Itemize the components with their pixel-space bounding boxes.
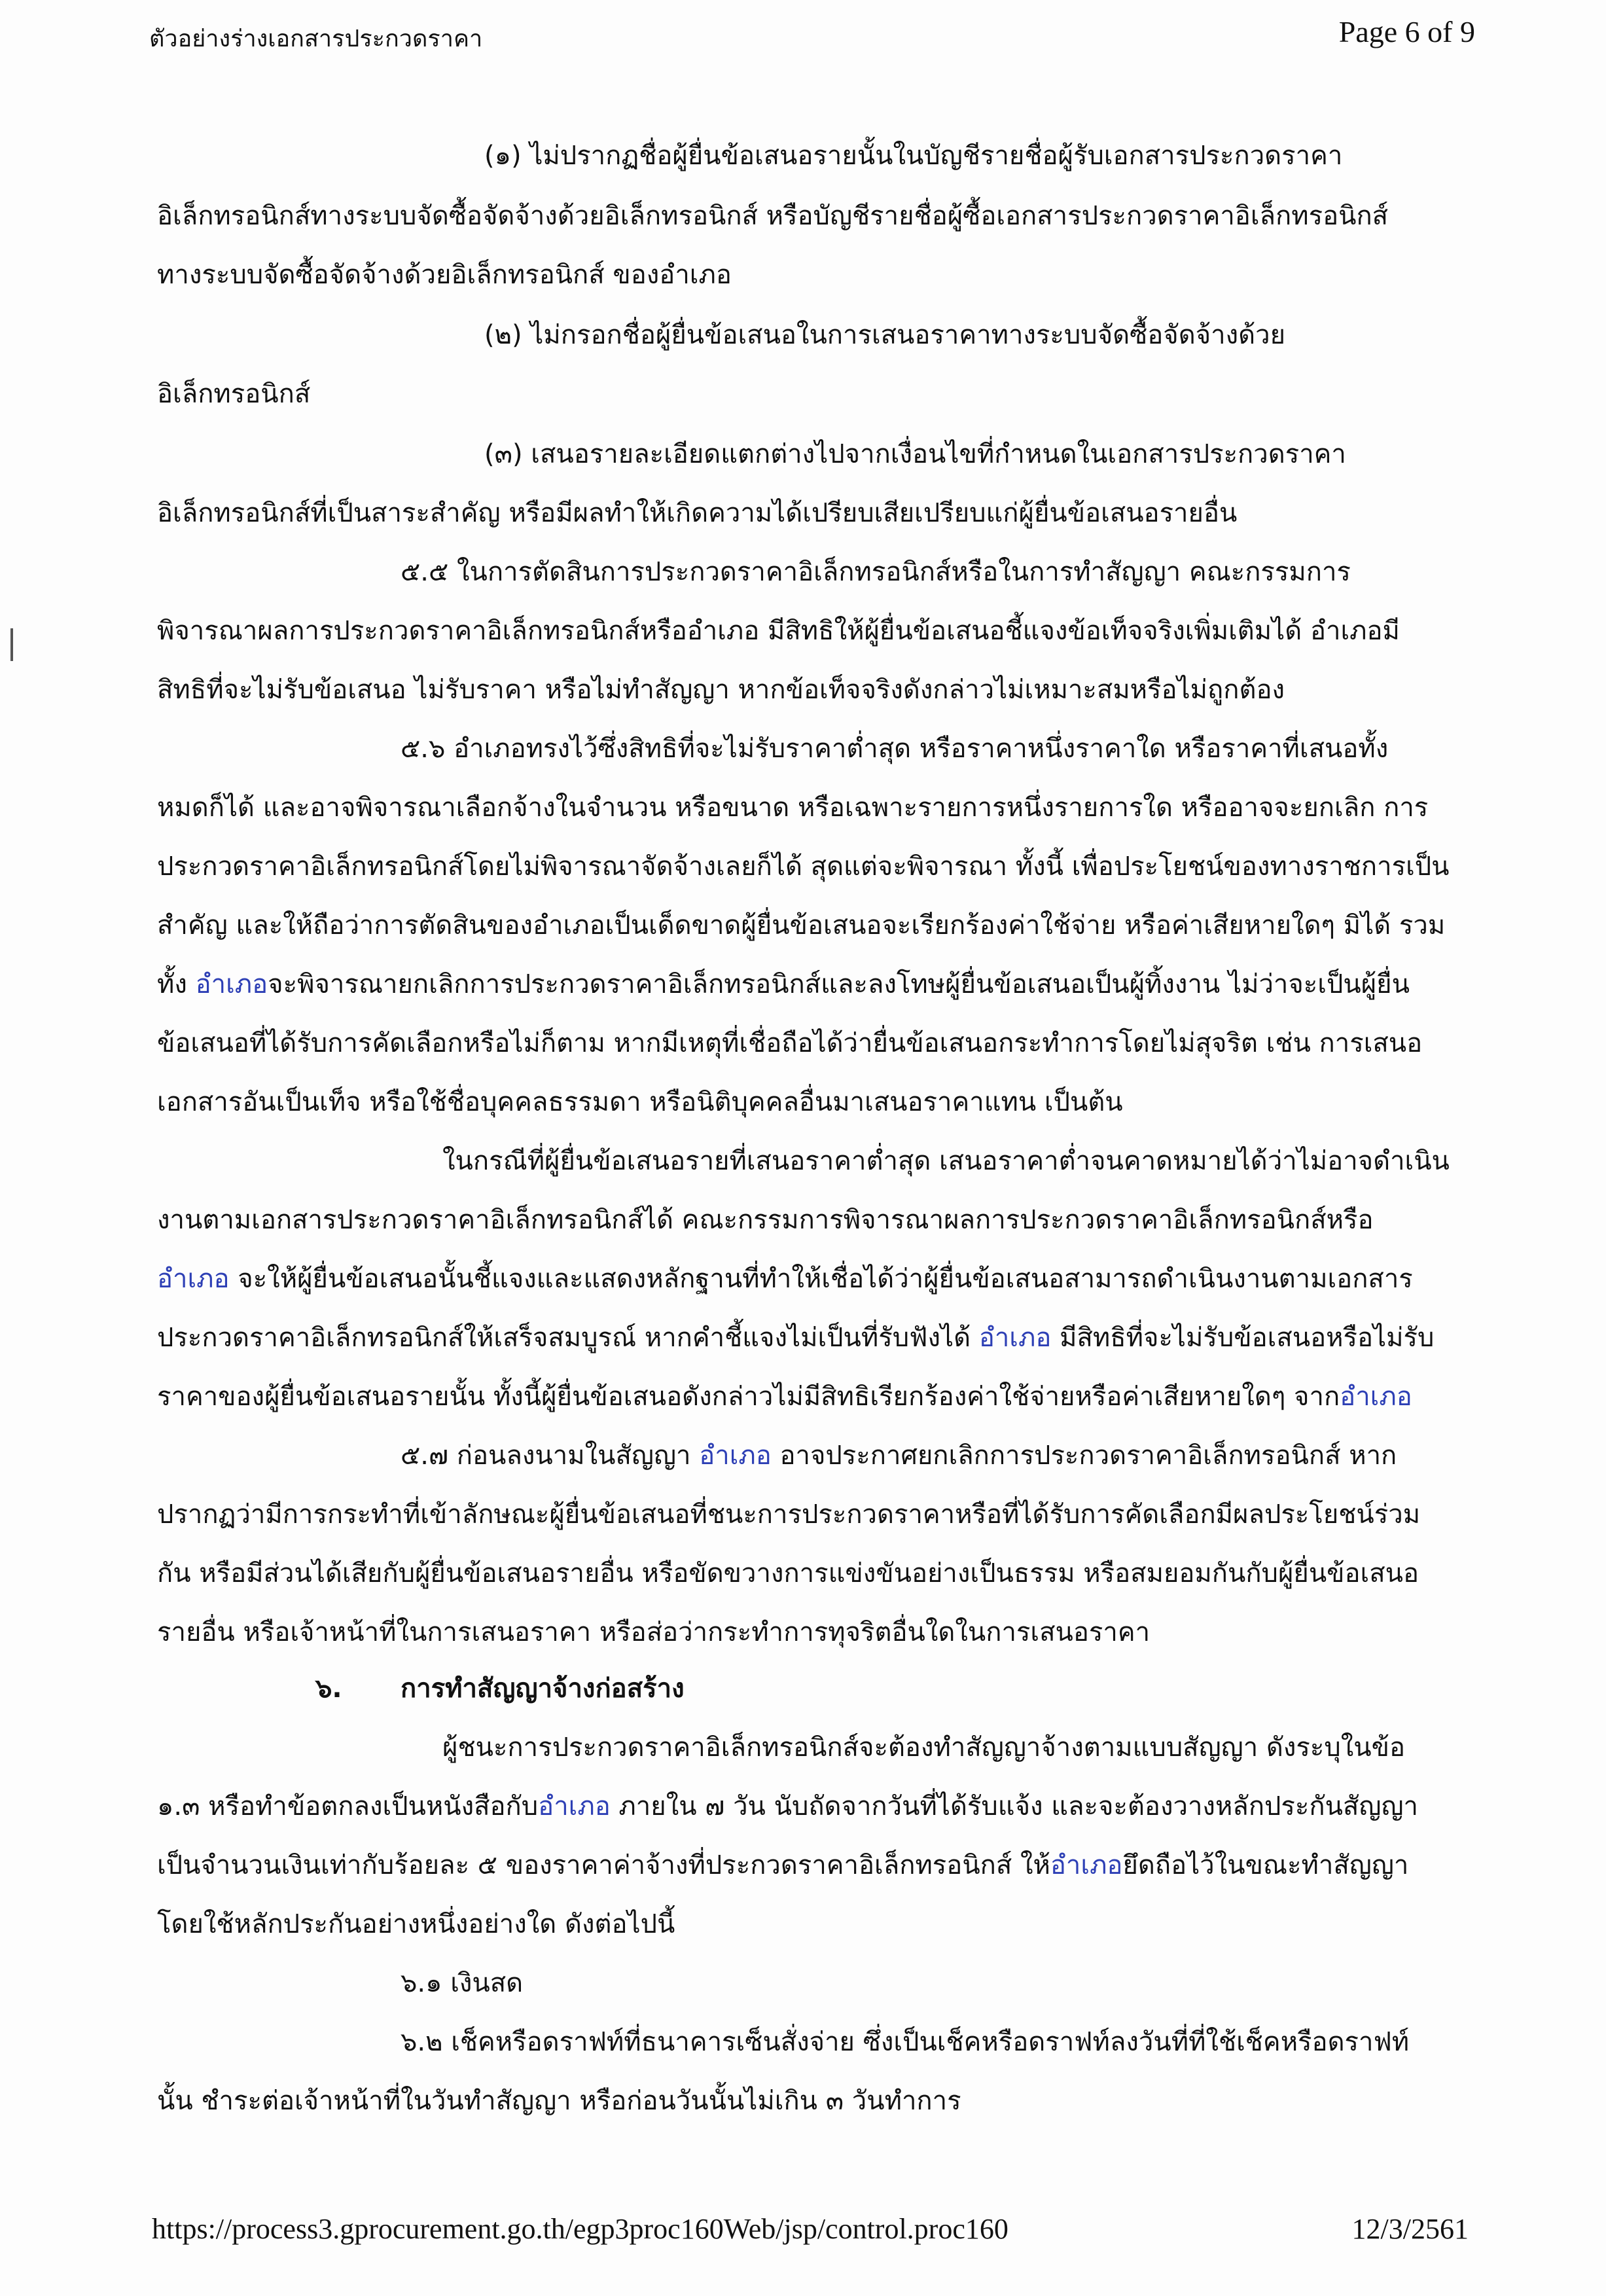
text-run: ๑.๓ หรือทำข้อตกลงเป็นหนังสือกับ xyxy=(157,1791,539,1821)
para-1-line-1: (๑) ไม่ปรากฏชื่อผู้ยื่นข้อเสนอรายนั้นในบัญชีรายชื่อผู้รับเอกสารประกวดราคา xyxy=(484,141,1343,171)
highlighted-district: อำเภอ xyxy=(157,1264,230,1294)
section-6-2-line-1: ๖.๒ เช็คหรือดราฟท์ที่ธนาคารเซ็นสั่งจ่าย ซึ่งเป็นเช็คหรือดราฟท์ลงวันที่ที่ใช้เช็คหรือดราฟท์ xyxy=(401,2027,1410,2057)
section-5-5-line-2: พิจารณาผลการประกวดราคาอิเล็กทรอนิกส์หรืออำเภอ มีสิทธิให้ผู้ยื่นข้อเสนอชี้แจงข้อเท็จจริงเพิ่มเติมได้ อำเภอมี xyxy=(157,616,1400,646)
para-3-line-1: (๓) เสนอรายละเอียดแตกต่างไปจากเงื่อนไขที่กำหนดในเอกสารประกวดราคา xyxy=(484,439,1346,469)
section-5-6-line-1: ๕.๖ อำเภอทรงไว้ซึ่งสิทธิที่จะไม่รับราคาต่ำสุด หรือราคาหนึ่งราคาใด หรือราคาที่เสนอทั้ง xyxy=(401,734,1389,764)
footer-url: https://process3.gprocurement.go.th/egp3proc160Web/jsp/control.proc160 xyxy=(152,2213,1008,2245)
section-5-6-line-5 xyxy=(157,966,1410,1003)
highlighted-district: อำเภอ xyxy=(1340,1382,1412,1412)
highlighted-district: อำเภอ xyxy=(538,1791,611,1821)
section-5-6-line-7: เอกสารอันเป็นเท็จ หรือใช้ชื่อบุคคลธรรมดา หรือนิติบุคคลอื่นมาเสนอราคาแทน เป็นต้น xyxy=(157,1087,1123,1117)
section-5-7-line-2: ปรากฏว่ามีการกระทำที่เข้าลักษณะผู้ยื่นข้อเสนอที่ชนะการประกวดราคาหรือที่ได้รับการคัดเลือกมีผลประโยชน์ร่วม xyxy=(157,1499,1421,1530)
section-5-6-line-2: หมดก็ได้ และอาจพิจารณาเลือกจ้างในจำนวน หรือขนาด หรือเฉพาะรายการหนึ่งรายการใด หรืออาจจะยกเลิก การ xyxy=(157,793,1429,823)
text-run: ทั้ง xyxy=(157,969,196,999)
highlighted-district: อำเภอ xyxy=(1050,1850,1123,1880)
section-5-6-line-4: สำคัญ และให้ถือว่าการตัดสินของอำเภอเป็นเด็ดขาดผู้ยื่นข้อเสนอจะเรียกร้องค่าใช้จ่าย หรือค่าเสียหายใดๆ มิได้ รวม xyxy=(157,910,1446,941)
section-6-2-line-2: นั้น ชำระต่อเจ้าหน้าที่ในวันทำสัญญา หรือก่อนวันนั้นไม่เกิน ๓ วันทำการ xyxy=(157,2086,961,2116)
text-run: ราคาของผู้ยื่นข้อเสนอรายนั้น ทั้งนี้ผู้ยื่นข้อเสนอดังกล่าวไม่มีสิทธิเรียกร้องค่าใช้จ่ายหรือค่าเสียหายใดๆ จาก xyxy=(157,1382,1340,1412)
text-run: ๕.๗ ก่อนลงนามในสัญญา xyxy=(401,1441,700,1471)
section-6-line-2 xyxy=(157,1788,1418,1825)
scan-mark xyxy=(10,628,13,661)
section-5-7-line-1 xyxy=(401,1437,1397,1474)
section-6-line-3 xyxy=(157,1847,1408,1884)
section-6-line-4: โดยใช้หลักประกันอย่างหนึ่งอย่างใด ดังต่อไปนี้ xyxy=(157,1909,675,1939)
para-3-line-2: อิเล็กทรอนิกส์ที่เป็นสาระสำคัญ หรือมีผลทำให้เกิดความได้เปรียบเสียเปรียบแก่ผู้ยื่นข้อเสนอรายอื่น xyxy=(157,498,1238,528)
section-5-6b-line-4 xyxy=(157,1319,1434,1356)
footer-date: 12/3/2561 xyxy=(1351,2213,1469,2245)
text-run: จะให้ผู้ยื่นข้อเสนอนั้นชี้แจงและแสดงหลักฐานที่ทำให้เชื่อได้ว่าผู้ยื่นข้อเสนอสามารถดำเนินงานตามเอกสาร xyxy=(229,1264,1413,1294)
text-run: เป็นจำนวนเงินเท่ากับร้อยละ ๕ ของราคาค่าจ้างที่ประกวดราคาอิเล็กทรอนิกส์ ให้ xyxy=(157,1850,1050,1880)
para-1-line-2: อิเล็กทรอนิกส์ทางระบบจัดซื้อจัดจ้างด้วยอิเล็กทรอนิกส์ หรือบัญชีรายชื่อผู้ซื้อเอกสารประกวดราคาอิเล็กทรอนิกส์ xyxy=(157,201,1389,231)
section-6-line-1: ผู้ชนะการประกวดราคาอิเล็กทรอนิกส์จะต้องทำสัญญาจ้างตามแบบสัญญา ดังระบุในข้อ xyxy=(442,1732,1406,1763)
text-run: ภายใน ๗ วัน นับถัดจากวันที่ได้รับแจ้ง และจะต้องวางหลักประกันสัญญา xyxy=(610,1791,1418,1821)
section-5-6b-line-2: งานตามเอกสารประกวดราคาอิเล็กทรอนิกส์ได้ คณะกรรมการพิจารณาผลการประกวดราคาอิเล็กทรอนิกส์หรือ xyxy=(157,1205,1374,1235)
section-6-number: ๖. xyxy=(315,1674,342,1704)
section-5-6-line-3: ประกวดราคาอิเล็กทรอนิกส์โดยไม่พิจารณาจัดจ้างเลยก็ได้ สุดแต่จะพิจารณา ทั้งนี้ เพื่อประโยชน์ของทางราชการเป็น xyxy=(157,852,1450,882)
section-5-7-line-4: รายอื่น หรือเจ้าหน้าที่ในการเสนอราคา หรือส่อว่ากระทำการทุจริตอื่นใดในการเสนอราคา xyxy=(157,1617,1151,1647)
text-run: จะพิจารณายกเลิกการประกวดราคาอิเล็กทรอนิกส์และลงโทษผู้ยื่นข้อเสนอเป็นผู้ทิ้งงาน ไม่ว่าจะเป็นผู้ยื่น xyxy=(268,969,1410,999)
section-5-5-line-3: สิทธิที่จะไม่รับข้อเสนอ ไม่รับราคา หรือไม่ทำสัญญา หากข้อเท็จจริงดังกล่าวไม่เหมาะสมหรือไม่ถูกต้อง xyxy=(157,675,1285,705)
text-run: ยึดถือไว้ในขณะทำสัญญา xyxy=(1122,1850,1409,1880)
text-run: อาจประกาศยกเลิกการประกวดราคาอิเล็กทรอนิกส์ หาก xyxy=(771,1441,1397,1471)
highlighted-district: อำเภอ xyxy=(195,969,268,999)
section-5-6b-line-1: ในกรณีที่ผู้ยื่นข้อเสนอรายที่เสนอราคาต่ำสุด เสนอราคาต่ำจนคาดหมายได้ว่าไม่อาจดำเนิน xyxy=(442,1146,1450,1176)
para-2-line-2: อิเล็กทรอนิกส์ xyxy=(157,379,311,409)
text-run: มีสิทธิที่จะไม่รับข้อเสนอหรือไม่รับ xyxy=(1051,1323,1435,1353)
para-1-line-3: ทางระบบจัดซื้อจัดจ้างด้วยอิเล็กทรอนิกส์ ของอำเภอ xyxy=(157,260,732,290)
highlighted-district: อำเภอ xyxy=(978,1323,1052,1353)
document-header-title: ตัวอย่างร่างเอกสารประกวดราคา xyxy=(149,26,483,52)
highlighted-district: อำเภอ xyxy=(699,1441,772,1471)
text-run: ประกวดราคาอิเล็กทรอนิกส์ให้เสร็จสมบูรณ์ หากคำชี้แจงไม่เป็นที่รับฟังได้ xyxy=(157,1323,979,1353)
section-5-6b-line-3 xyxy=(157,1261,1413,1297)
page-number: Page 6 of 9 xyxy=(1338,15,1475,48)
para-2-line-1: (๒) ไม่กรอกชื่อผู้ยื่นข้อเสนอในการเสนอราคาทางระบบจัดซื้อจัดจ้างด้วย xyxy=(484,320,1286,350)
section-5-5-line-1: ๕.๕ ในการตัดสินการประกวดราคาอิเล็กทรอนิกส์หรือในการทำสัญญา คณะกรรมการ xyxy=(401,557,1351,587)
section-5-7-line-3: กัน หรือมีส่วนได้เสียกับผู้ยื่นข้อเสนอรายอื่น หรือขัดขวางการแข่งขันอย่างเป็นธรรม หรือสมยอมกันกับผู้ยื่นข้อเสนอ xyxy=(157,1558,1419,1588)
section-5-6b-line-5 xyxy=(157,1378,1412,1415)
section-5-6-line-6: ข้อเสนอที่ได้รับการคัดเลือกหรือไม่ก็ตาม หากมีเหตุที่เชื่อถือได้ว่ายื่นข้อเสนอกระทำการโดยไม่สุจริต เช่น การเสนอ xyxy=(157,1028,1423,1058)
section-6-title: การทำสัญญาจ้างก่อสร้าง xyxy=(401,1674,685,1704)
section-6-1: ๖.๑ เงินสด xyxy=(401,1968,524,1998)
